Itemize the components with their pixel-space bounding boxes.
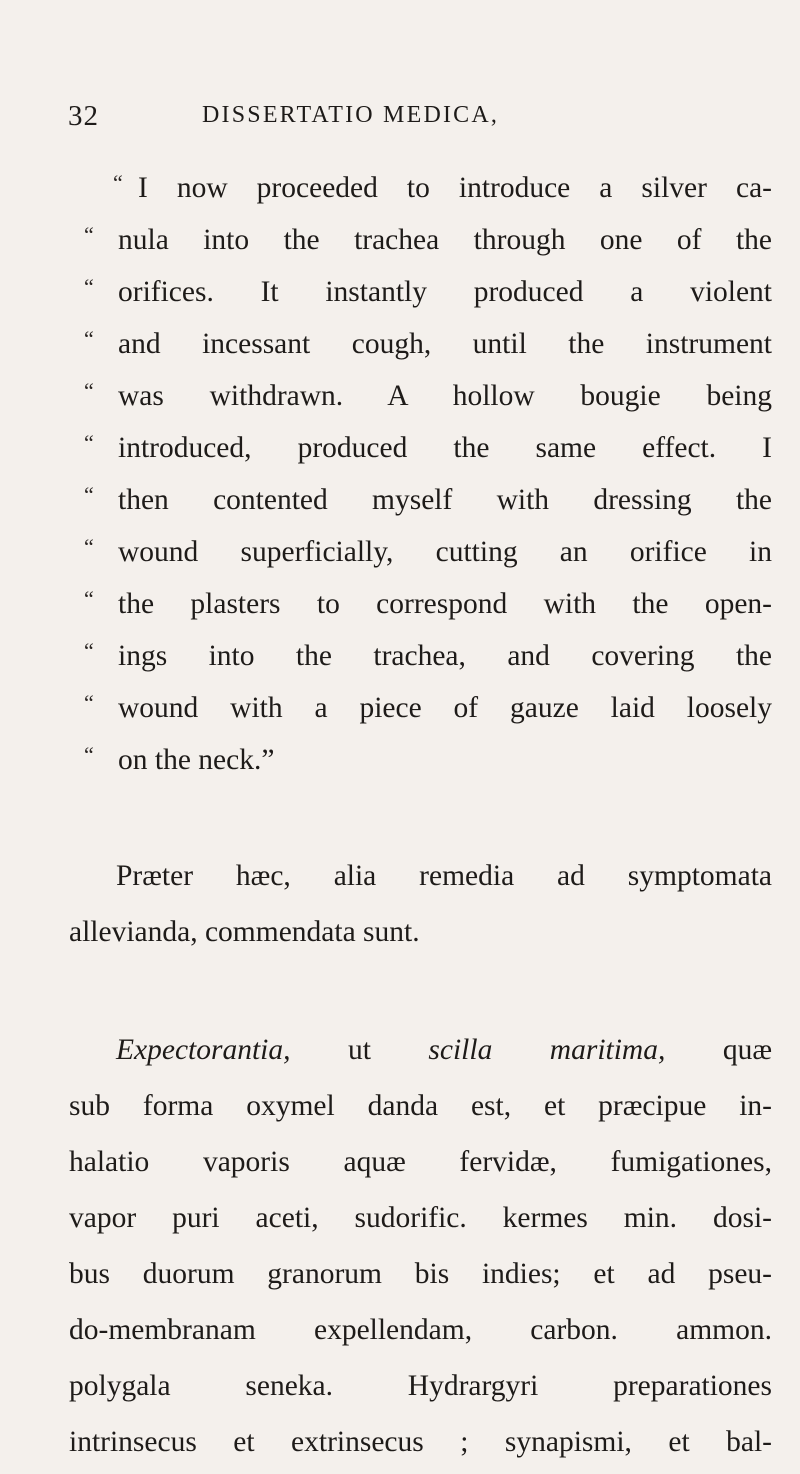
paragraph-remedia: [69, 848, 772, 960]
quote-line-text: nula into the trachea through one of the: [118, 224, 772, 256]
quote-mark: “: [84, 742, 94, 767]
quote-line: [0, 376, 800, 426]
quote-mark: “: [84, 534, 94, 559]
quote-line: [0, 584, 800, 634]
quote-line: [0, 272, 800, 322]
quote-mark: “: [84, 638, 94, 663]
quote-line-text: was withdrawn. A hollow bougie being: [118, 380, 772, 412]
page-number: 32: [68, 100, 99, 132]
quote-line-text: on the neck.”: [118, 744, 275, 776]
quote-line: [0, 428, 800, 478]
quote-line-text: wound superficially, cutting an orifice in: [118, 536, 772, 568]
paragraph-line: bus duorum granorum bis indies; et ad pseu-: [69, 1258, 772, 1290]
quote-line: [0, 220, 800, 270]
quote-line-text: ings into the trachea, and covering the: [118, 640, 772, 672]
quote-line-text: then contented myself with dressing the: [118, 484, 772, 516]
quote-mark: “: [113, 170, 123, 195]
plain-text: quæ: [665, 1034, 772, 1066]
paragraph-line: vapor puri aceti, sudorific. kermes min. dosi-: [69, 1202, 772, 1234]
paragraph-expectorantia: [69, 1022, 772, 1470]
quote-line: [0, 480, 800, 530]
quote-line-text: I now proceeded to introduce a silver ca-: [138, 172, 772, 204]
italic-term: scilla maritima,: [428, 1034, 666, 1066]
quote-mark: “: [84, 326, 94, 351]
paragraph-line: halatio vaporis aquæ fervidæ, fumigationes,: [69, 1146, 772, 1178]
italic-term: Expectorantia,: [116, 1034, 291, 1066]
paragraph-line: [69, 1022, 772, 1078]
quote-mark: “: [84, 586, 94, 611]
paragraph-line: polygala seneka. Hydrargyri preparationes: [69, 1370, 772, 1402]
quote-line: [0, 324, 800, 374]
running-title: DISSERTATIO MEDICA,: [202, 102, 500, 128]
running-head: [0, 96, 800, 136]
quote-mark: “: [84, 690, 94, 715]
quote-mark: “: [84, 274, 94, 299]
paragraph-line: sub forma oxymel danda est, et præcipue in-: [69, 1090, 772, 1122]
paragraph-line: allevianda, commendata sunt.: [69, 916, 420, 948]
quote-line: [0, 532, 800, 582]
quote-line: [0, 168, 800, 218]
paragraph-line: Præter hæc, alia remedia ad symptomata: [116, 860, 772, 892]
quote-line: [0, 636, 800, 686]
quote-mark: “: [84, 482, 94, 507]
quote-line: [0, 688, 800, 738]
paragraph-line: intrinsecus et extrinsecus ; synapismi, et bal-: [69, 1426, 772, 1458]
quote-line-text: orifices. It instantly produced a violent: [118, 276, 772, 308]
paragraph-line: do-membranam expellendam, carbon. ammon.: [69, 1314, 772, 1346]
quote-line-text: the plasters to correspond with the open-: [118, 588, 772, 620]
quote-mark: “: [84, 378, 94, 403]
quote-mark: “: [84, 430, 94, 455]
quote-line-text: introduced, produced the same effect. I: [118, 432, 772, 464]
plain-text: ut: [290, 1034, 429, 1066]
quote-mark: “: [84, 222, 94, 247]
quote-line-text: wound with a piece of gauze laid loosely: [118, 692, 772, 724]
quote-line: [0, 740, 800, 790]
quote-line-text: and incessant cough, until the instrument: [118, 328, 772, 360]
